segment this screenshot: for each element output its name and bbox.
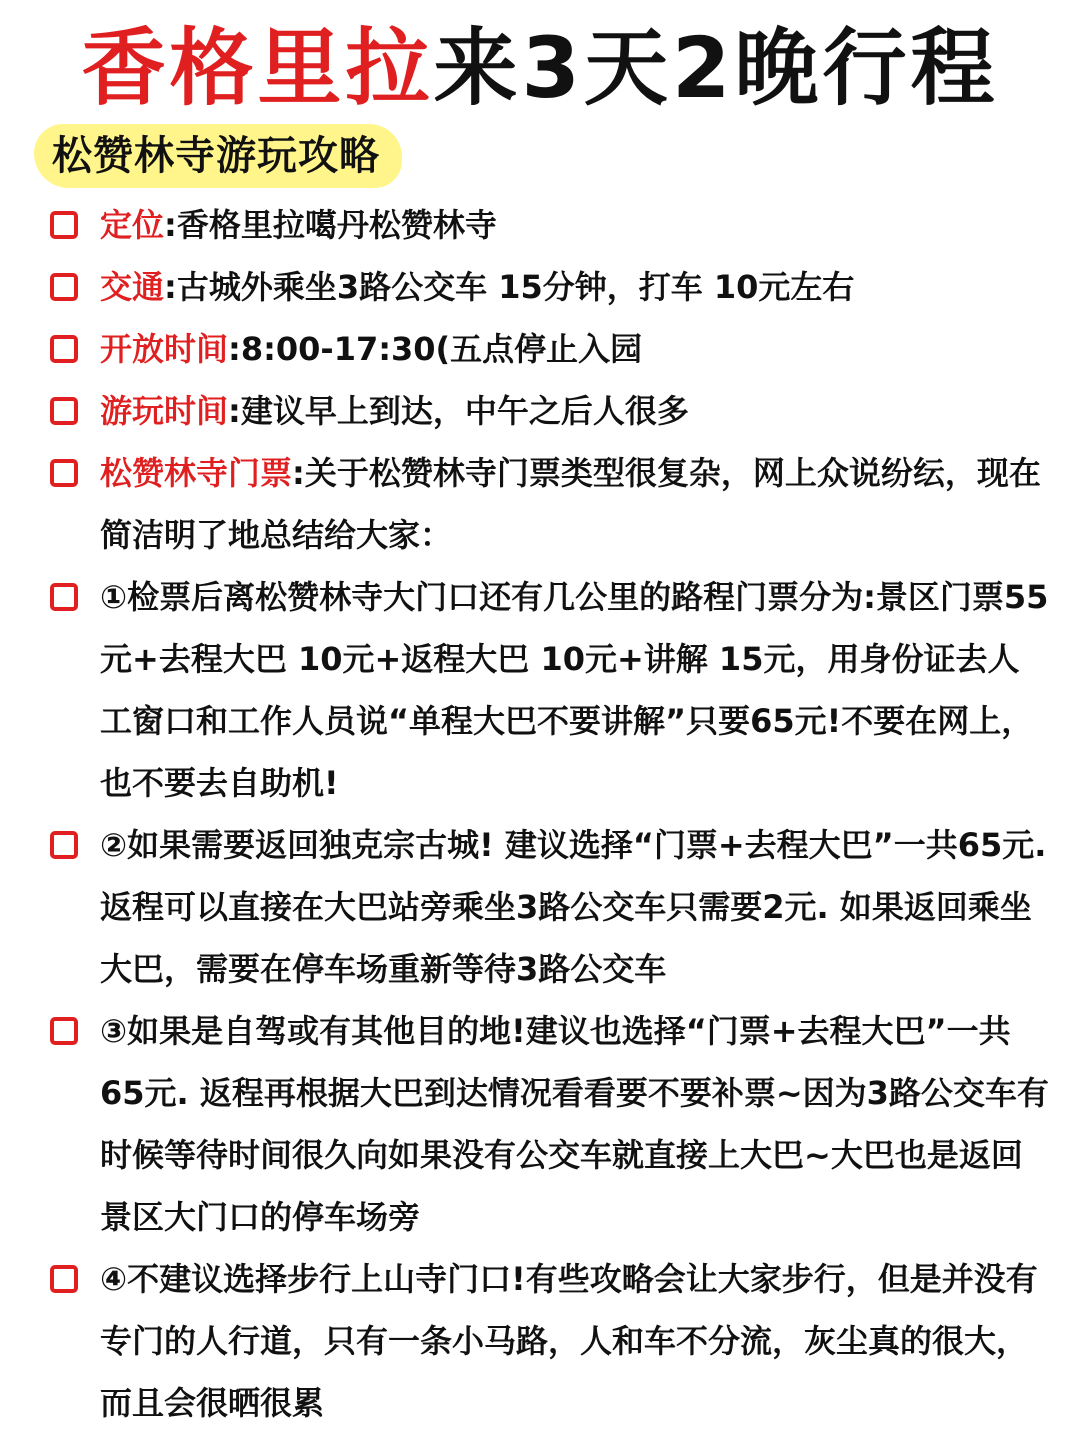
- checkbox-icon: [50, 397, 78, 425]
- list-item-tip-1: [0, 566, 1080, 814]
- checkbox-icon: [50, 211, 78, 239]
- checkbox-icon: [50, 335, 78, 363]
- list-item-tip-4: [0, 1248, 1080, 1434]
- checkbox-icon: [50, 1017, 78, 1045]
- list-item-tip-2: [0, 814, 1080, 1000]
- list-item-location: [0, 194, 1080, 256]
- info-list: [0, 194, 1080, 1434]
- list-item-tickets: [0, 442, 1080, 566]
- page-title: [0, 18, 1080, 118]
- item-text: ①检票后离松赞林寺大门口还有几公里的路程门票分为:景区门票55元+去程大巴 10元+返程大巴 10元+讲解 15元，用身份证去人工窗口和工作人员说“单程大巴不要讲解”只要65元!不要在网上，也不要去自助机!: [100, 578, 1049, 802]
- item-text: :关于松赞林寺门票类型很复杂，网上众说纷纭，现在简洁明了地总结给大家：: [100, 454, 1041, 554]
- list-item-visit-time: [0, 380, 1080, 442]
- title-highlight: 香格里拉: [81, 19, 434, 117]
- checkbox-icon: [50, 273, 78, 301]
- item-text: :建议早上到达，中午之后人很多: [228, 392, 689, 430]
- list-item-opening-hours: [0, 318, 1080, 380]
- list-item-tip-3: [0, 1000, 1080, 1248]
- item-text: ③如果是自驾或有其他目的地!建议也选择“门票+去程大巴”一共65元. 返程再根据大巴到达情况看看要不要补票~因为3路公交车有时候等待时间很久向如果没有公交车就直接上大巴~大巴也是返回景区大门口的停车场旁: [100, 1012, 1049, 1236]
- item-label: 松赞林寺门票: [100, 454, 293, 492]
- item-text: :古城外乘坐3路公交车 15分钟，打车 10元左右: [164, 268, 855, 306]
- checkbox-icon: [50, 459, 78, 487]
- checkbox-icon: [50, 1265, 78, 1293]
- item-label: 交通: [100, 268, 165, 306]
- checkbox-icon: [50, 831, 78, 859]
- list-item-transport: [0, 256, 1080, 318]
- item-text: :香格里拉噶丹松赞林寺: [164, 206, 497, 244]
- section-heading: 松赞林寺游玩攻略: [34, 124, 402, 188]
- item-text: ④不建议选择步行上山寺门口!有些攻略会让大家步行，但是并没有专门的人行道，只有一条小马路，人和车不分流，灰尘真的很大，而且会很晒很累: [100, 1260, 1038, 1422]
- item-label: 定位: [100, 206, 165, 244]
- checkbox-icon: [50, 583, 78, 611]
- item-label: 开放时间: [100, 330, 229, 368]
- item-text: ②如果需要返回独克宗古城! 建议选择“门票+去程大巴”一共65元. 返程可以直接在大巴站旁乘坐3路公交车只需要2元. 如果返回乘坐大巴，需要在停车场重新等待3路公交车: [100, 826, 1047, 988]
- item-label: 游玩时间: [100, 392, 229, 430]
- title-rest: 来3天2晚行程: [433, 19, 999, 117]
- item-text: :8:00-17:30(五点停止入园: [228, 330, 643, 368]
